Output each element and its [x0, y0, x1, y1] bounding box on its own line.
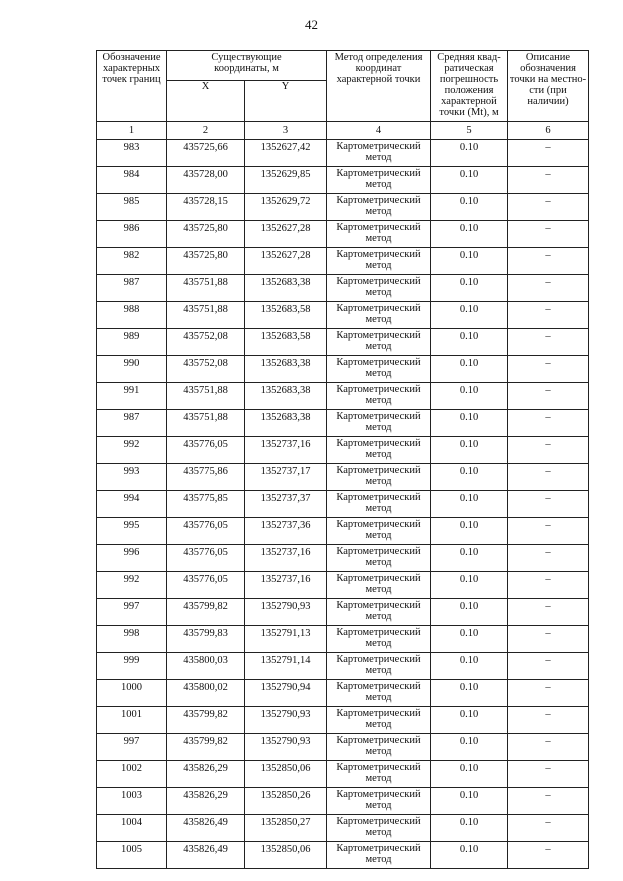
mean-error-cell: 0.10 — [431, 707, 508, 734]
method-cell: Картометрический метод — [327, 410, 431, 437]
point-number-cell: 997 — [97, 599, 167, 626]
x-coordinate-cell: 435776,05 — [167, 572, 245, 599]
method-cell: Картометрический метод — [327, 734, 431, 761]
y-coordinate-cell: 1352737,16 — [245, 572, 327, 599]
method-cell: Картометрический метод — [327, 788, 431, 815]
table-row — [97, 518, 589, 545]
y-coordinate-cell: 1352627,42 — [245, 140, 327, 167]
mean-error-cell: 0.10 — [431, 464, 508, 491]
header-point-designation: Обозначение характерных точек границ — [97, 51, 167, 122]
y-coordinate-cell: 1352790,93 — [245, 599, 327, 626]
header-x: X — [167, 81, 245, 122]
mean-error-cell: 0.10 — [431, 383, 508, 410]
method-cell: Картометрический метод — [327, 761, 431, 788]
mean-error-cell: 0.10 — [431, 599, 508, 626]
method-cell: Картометрический метод — [327, 167, 431, 194]
description-cell: – — [508, 167, 589, 194]
mean-error-cell: 0.10 — [431, 734, 508, 761]
y-coordinate-cell: 1352737,17 — [245, 464, 327, 491]
x-coordinate-cell: 435725,80 — [167, 248, 245, 275]
x-coordinate-cell: 435751,88 — [167, 302, 245, 329]
y-coordinate-cell: 1352683,38 — [245, 356, 327, 383]
method-cell: Картометрический метод — [327, 437, 431, 464]
method-cell: Картометрический метод — [327, 626, 431, 653]
method-cell: Картометрический метод — [327, 842, 431, 869]
method-cell: Картометрический метод — [327, 572, 431, 599]
method-cell: Картометрический метод — [327, 329, 431, 356]
x-coordinate-cell: 435776,05 — [167, 518, 245, 545]
method-cell: Картометрический метод — [327, 275, 431, 302]
mean-error-cell: 0.10 — [431, 680, 508, 707]
x-coordinate-cell: 435725,66 — [167, 140, 245, 167]
mean-error-cell: 0.10 — [431, 410, 508, 437]
column-number: 6 — [508, 122, 589, 140]
x-coordinate-cell: 435751,88 — [167, 275, 245, 302]
table-row — [97, 707, 589, 734]
mean-error-cell: 0.10 — [431, 842, 508, 869]
description-cell: – — [508, 734, 589, 761]
description-cell: – — [508, 761, 589, 788]
point-number-cell: 984 — [97, 167, 167, 194]
table-row — [97, 383, 589, 410]
y-coordinate-cell: 1352737,16 — [245, 545, 327, 572]
point-number-cell: 985 — [97, 194, 167, 221]
method-cell: Картометрический метод — [327, 518, 431, 545]
mean-error-cell: 0.10 — [431, 653, 508, 680]
table-row — [97, 437, 589, 464]
table-row — [97, 221, 589, 248]
y-coordinate-cell: 1352629,72 — [245, 194, 327, 221]
description-cell: – — [508, 194, 589, 221]
mean-error-cell: 0.10 — [431, 329, 508, 356]
point-number-cell: 986 — [97, 221, 167, 248]
description-cell: – — [508, 707, 589, 734]
point-number-cell: 990 — [97, 356, 167, 383]
y-coordinate-cell: 1352790,93 — [245, 734, 327, 761]
point-number-cell: 998 — [97, 626, 167, 653]
y-coordinate-cell: 1352850,26 — [245, 788, 327, 815]
table-row — [97, 761, 589, 788]
column-number: 4 — [327, 122, 431, 140]
table-row — [97, 599, 589, 626]
description-cell: – — [508, 221, 589, 248]
mean-error-cell: 0.10 — [431, 815, 508, 842]
mean-error-cell: 0.10 — [431, 140, 508, 167]
method-cell: Картометрический метод — [327, 464, 431, 491]
y-coordinate-cell: 1352627,28 — [245, 221, 327, 248]
mean-error-cell: 0.10 — [431, 572, 508, 599]
x-coordinate-cell: 435799,82 — [167, 599, 245, 626]
table-row — [97, 815, 589, 842]
header-y: Y — [245, 81, 327, 122]
header-mean-error: Средняя квад- ратическая погрешность положения характерной точки (Mt), м — [431, 51, 508, 122]
method-cell: Картометрический метод — [327, 545, 431, 572]
point-number-cell: 1001 — [97, 707, 167, 734]
table-row — [97, 329, 589, 356]
x-coordinate-cell: 435776,05 — [167, 545, 245, 572]
table-row — [97, 626, 589, 653]
table-row — [97, 842, 589, 869]
coordinates-table — [96, 50, 589, 869]
mean-error-cell: 0.10 — [431, 626, 508, 653]
table-row — [97, 140, 589, 167]
x-coordinate-cell: 435728,00 — [167, 167, 245, 194]
x-coordinate-cell: 435725,80 — [167, 221, 245, 248]
y-coordinate-cell: 1352683,58 — [245, 302, 327, 329]
y-coordinate-cell: 1352790,93 — [245, 707, 327, 734]
mean-error-cell: 0.10 — [431, 248, 508, 275]
column-number: 5 — [431, 122, 508, 140]
point-number-cell: 989 — [97, 329, 167, 356]
description-cell: – — [508, 140, 589, 167]
y-coordinate-cell: 1352737,16 — [245, 437, 327, 464]
table-row — [97, 788, 589, 815]
mean-error-cell: 0.10 — [431, 221, 508, 248]
x-coordinate-cell: 435799,83 — [167, 626, 245, 653]
header-existing-coordinates: Существующие координаты, м — [167, 51, 327, 81]
mean-error-cell: 0.10 — [431, 437, 508, 464]
point-number-cell: 982 — [97, 248, 167, 275]
description-cell: – — [508, 815, 589, 842]
x-coordinate-cell: 435800,02 — [167, 680, 245, 707]
table-row — [97, 275, 589, 302]
table-row — [97, 464, 589, 491]
method-cell: Картометрический метод — [327, 599, 431, 626]
description-cell: – — [508, 545, 589, 572]
method-cell: Картометрический метод — [327, 653, 431, 680]
description-cell: – — [508, 248, 589, 275]
point-number-cell: 996 — [97, 545, 167, 572]
header-row — [97, 51, 589, 81]
method-cell: Картометрический метод — [327, 356, 431, 383]
mean-error-cell: 0.10 — [431, 275, 508, 302]
point-number-cell: 997 — [97, 734, 167, 761]
table-row — [97, 302, 589, 329]
mean-error-cell: 0.10 — [431, 518, 508, 545]
point-number-cell: 992 — [97, 437, 167, 464]
description-cell: – — [508, 680, 589, 707]
point-number-cell: 983 — [97, 140, 167, 167]
x-coordinate-cell: 435799,82 — [167, 734, 245, 761]
description-cell: – — [508, 626, 589, 653]
mean-error-cell: 0.10 — [431, 761, 508, 788]
point-number-cell: 993 — [97, 464, 167, 491]
table-row — [97, 194, 589, 221]
y-coordinate-cell: 1352791,13 — [245, 626, 327, 653]
x-coordinate-cell: 435776,05 — [167, 437, 245, 464]
point-number-cell: 994 — [97, 491, 167, 518]
table-row — [97, 491, 589, 518]
description-cell: – — [508, 410, 589, 437]
method-cell: Картометрический метод — [327, 221, 431, 248]
point-number-cell: 1002 — [97, 761, 167, 788]
method-cell: Картометрический метод — [327, 140, 431, 167]
description-cell: – — [508, 842, 589, 869]
point-number-cell: 1004 — [97, 815, 167, 842]
x-coordinate-cell: 435826,29 — [167, 761, 245, 788]
method-cell: Картометрический метод — [327, 302, 431, 329]
x-coordinate-cell: 435799,82 — [167, 707, 245, 734]
point-number-cell: 1000 — [97, 680, 167, 707]
y-coordinate-cell: 1352737,37 — [245, 491, 327, 518]
x-coordinate-cell: 435751,88 — [167, 410, 245, 437]
description-cell: – — [508, 572, 589, 599]
y-coordinate-cell: 1352791,14 — [245, 653, 327, 680]
point-number-cell: 992 — [97, 572, 167, 599]
column-number: 3 — [245, 122, 327, 140]
header-method: Метод определения координат характерной точки — [327, 51, 431, 122]
mean-error-cell: 0.10 — [431, 491, 508, 518]
y-coordinate-cell: 1352790,94 — [245, 680, 327, 707]
mean-error-cell: 0.10 — [431, 788, 508, 815]
method-cell: Картометрический метод — [327, 680, 431, 707]
method-cell: Картометрический метод — [327, 815, 431, 842]
table-row — [97, 680, 589, 707]
table-row — [97, 167, 589, 194]
x-coordinate-cell: 435826,49 — [167, 815, 245, 842]
y-coordinate-cell: 1352683,38 — [245, 383, 327, 410]
x-coordinate-cell: 435775,86 — [167, 464, 245, 491]
mean-error-cell: 0.10 — [431, 194, 508, 221]
mean-error-cell: 0.10 — [431, 356, 508, 383]
x-coordinate-cell: 435826,29 — [167, 788, 245, 815]
description-cell: – — [508, 437, 589, 464]
table-row — [97, 572, 589, 599]
y-coordinate-cell: 1352850,06 — [245, 761, 327, 788]
description-cell: – — [508, 599, 589, 626]
y-coordinate-cell: 1352850,06 — [245, 842, 327, 869]
description-cell: – — [508, 653, 589, 680]
point-number-cell: 999 — [97, 653, 167, 680]
point-number-cell: 988 — [97, 302, 167, 329]
description-cell: – — [508, 788, 589, 815]
method-cell: Картометрический метод — [327, 248, 431, 275]
y-coordinate-cell: 1352737,36 — [245, 518, 327, 545]
column-number: 1 — [97, 122, 167, 140]
y-coordinate-cell: 1352627,28 — [245, 248, 327, 275]
x-coordinate-cell: 435751,88 — [167, 383, 245, 410]
y-coordinate-cell: 1352683,38 — [245, 410, 327, 437]
table-row — [97, 356, 589, 383]
method-cell: Картометрический метод — [327, 383, 431, 410]
description-cell: – — [508, 329, 589, 356]
point-number-cell: 1005 — [97, 842, 167, 869]
y-coordinate-cell: 1352683,58 — [245, 329, 327, 356]
description-cell: – — [508, 464, 589, 491]
mean-error-cell: 0.10 — [431, 302, 508, 329]
table-row — [97, 734, 589, 761]
point-number-cell: 987 — [97, 410, 167, 437]
x-coordinate-cell: 435826,49 — [167, 842, 245, 869]
description-cell: – — [508, 302, 589, 329]
mean-error-cell: 0.10 — [431, 545, 508, 572]
column-number: 2 — [167, 122, 245, 140]
x-coordinate-cell: 435728,15 — [167, 194, 245, 221]
column-number-row — [97, 122, 589, 140]
method-cell: Картометрический метод — [327, 491, 431, 518]
table-row — [97, 545, 589, 572]
y-coordinate-cell: 1352629,85 — [245, 167, 327, 194]
x-coordinate-cell: 435775,85 — [167, 491, 245, 518]
description-cell: – — [508, 356, 589, 383]
point-number-cell: 1003 — [97, 788, 167, 815]
point-number-cell: 995 — [97, 518, 167, 545]
y-coordinate-cell: 1352683,38 — [245, 275, 327, 302]
x-coordinate-cell: 435800,03 — [167, 653, 245, 680]
page-number: 42 — [305, 17, 318, 32]
description-cell: – — [508, 491, 589, 518]
description-cell: – — [508, 518, 589, 545]
method-cell: Картометрический метод — [327, 194, 431, 221]
x-coordinate-cell: 435752,08 — [167, 356, 245, 383]
table-row — [97, 653, 589, 680]
x-coordinate-cell: 435752,08 — [167, 329, 245, 356]
table-row — [97, 410, 589, 437]
table-row — [97, 248, 589, 275]
method-cell: Картометрический метод — [327, 707, 431, 734]
description-cell: – — [508, 383, 589, 410]
point-number-cell: 987 — [97, 275, 167, 302]
description-cell: – — [508, 275, 589, 302]
mean-error-cell: 0.10 — [431, 167, 508, 194]
header-point-description: Описание обозначения точки на местно- сти (при наличии) — [508, 51, 589, 122]
y-coordinate-cell: 1352850,27 — [245, 815, 327, 842]
point-number-cell: 991 — [97, 383, 167, 410]
